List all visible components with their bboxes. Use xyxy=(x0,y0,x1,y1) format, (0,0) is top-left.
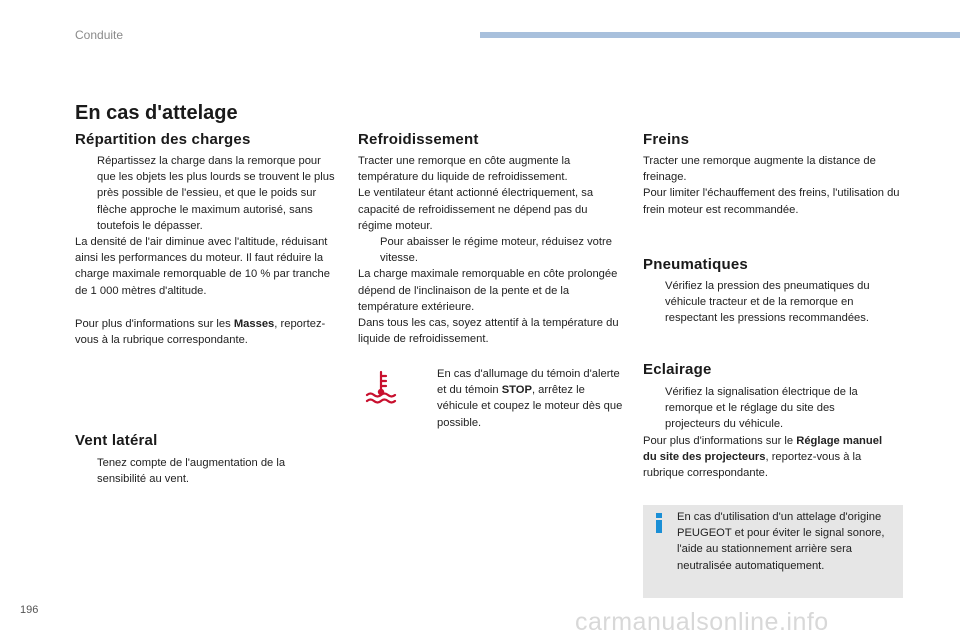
bullet-item xyxy=(643,384,893,433)
watermark: carmanualsonline.info xyxy=(575,608,829,636)
section-header: Conduite xyxy=(75,28,124,42)
bold-text: Réglage manuel du site des projecteurs xyxy=(643,434,883,463)
bullet-item xyxy=(358,234,623,266)
paragraph: La charge maximale remorquable en côte prolongée dépend de l'inclinaison de la pente et de la température extérieure. xyxy=(358,268,618,313)
text: En cas d'allumage du témoin d'alerte et du témoin xyxy=(437,368,620,397)
bullet-item xyxy=(643,278,898,327)
text: , arrêtez le véhicule et coupez le moteur dès que possible. xyxy=(437,384,623,429)
text: , reportez-vous à la rubrique correspondante. xyxy=(75,317,326,347)
column-repartition xyxy=(75,153,337,348)
heading-refroidissement: Refroidissement xyxy=(358,131,479,148)
bullet-text: Tenez compte de l'augmentation de la sensibilité au vent. xyxy=(97,457,286,486)
bullet-text: Vérifiez la signalisation électrique de la remorque et le réglage du site des projecteurs du véhicule. xyxy=(665,386,858,431)
bullet-text: Vérifiez la pression des pneumatiques du véhicule tracteur et de la remorque en respectant les pressions recommandées. xyxy=(665,280,870,325)
coolant-temperature-icon xyxy=(364,369,398,405)
info-icon xyxy=(654,513,664,533)
bullet-text: Pour abaisser le régime moteur, réduisez votre vitesse. xyxy=(380,236,612,265)
column-vent-lateral xyxy=(75,455,320,487)
bullet-item xyxy=(75,153,337,234)
column-refroidissement xyxy=(358,153,623,347)
bullet-item xyxy=(75,455,320,487)
paragraph: La densité de l'air diminue avec l'altitude, réduisant ainsi les performances du moteur. Il faut réduire la charge maximale remorquable de 10 % par tranche de 1 000 mètres d'altitude. xyxy=(75,236,330,297)
warning-note xyxy=(415,366,627,431)
text: , reportez-vous à la rubrique correspondante. xyxy=(643,450,862,480)
paragraph: Pour limiter l'échauffement des freins, l'utilisation du frein moteur est recommandée. xyxy=(643,187,900,216)
column-freins xyxy=(643,153,905,218)
heading-pneumatiques: Pneumatiques xyxy=(643,256,748,273)
heading-vent-lateral: Vent latéral xyxy=(75,432,158,449)
bold-text: Masses xyxy=(233,317,275,330)
column-pneumatiques xyxy=(643,278,898,327)
paragraph: Tracter une remorque augmente la distance de freinage. xyxy=(643,155,876,184)
heading-repartition: Répartition des charges xyxy=(75,131,251,148)
heading-eclairage: Eclairage xyxy=(643,361,712,378)
text: Pour plus d'informations sur le xyxy=(643,434,797,447)
paragraph: Le ventilateur étant actionné électriquement, sa capacité de refroidissement ne dépend pas du régime moteur. xyxy=(358,187,594,232)
info-text: En cas d'utilisation d'un attelage d'origine PEUGEOT et pour éviter le signal sonore, l'aide au stationnement arrière sera neutralisée automatiquement. xyxy=(677,511,885,572)
paragraph: Tracter une remorque en côte augmente la température du liquide de refroidissement. xyxy=(358,155,571,184)
text: Pour plus d'informations sur les xyxy=(75,317,234,330)
page-title: En cas d'attelage xyxy=(75,102,238,124)
paragraph: Dans tous les cas, soyez attentif à la température du liquide de refroidissement. xyxy=(358,317,619,346)
page-number: 196 xyxy=(20,604,39,616)
bold-text: STOP xyxy=(501,384,532,397)
heading-freins: Freins xyxy=(643,131,690,148)
column-eclairage xyxy=(643,384,893,481)
paragraph-more-info xyxy=(643,433,893,482)
header-bar xyxy=(480,32,960,38)
bullet-item xyxy=(415,366,627,431)
bullet-text: Répartissez la charge dans la remorque pour que les objets les plus lourds se trouvent le plus près possible de l'essieu, et que le poids sur flèche approche le maximum autorisé, sans toutefois le dépasser. xyxy=(97,155,335,232)
paragraph-more-info xyxy=(75,316,337,348)
